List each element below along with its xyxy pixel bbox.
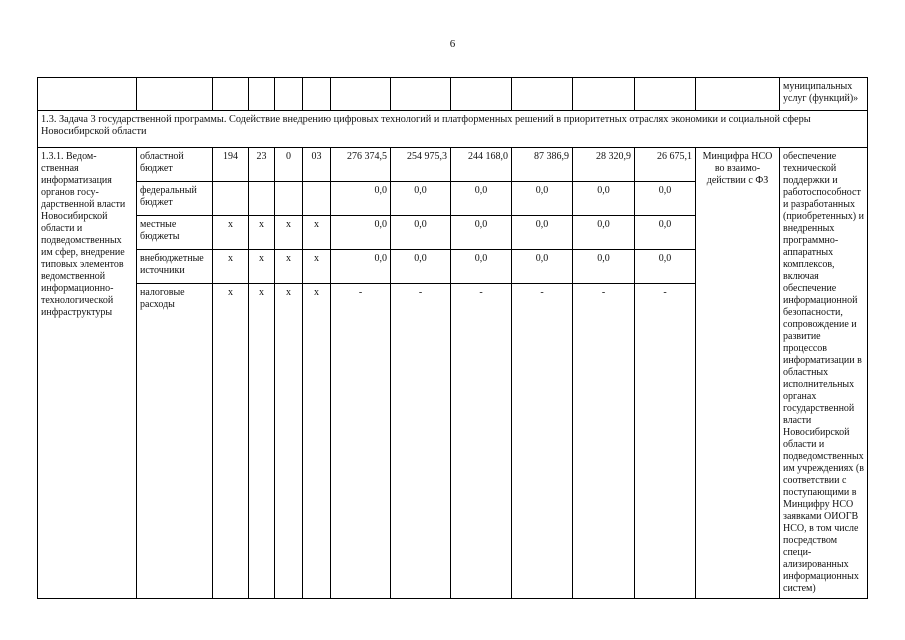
value-cell: - [512, 284, 573, 599]
value-cell: 0,0 [573, 250, 635, 284]
code-cell: х [213, 250, 249, 284]
funding-source: федеральный бюджет [137, 182, 213, 216]
section-title: 1.3. Задача 3 государственной программы. Содействие внедрению цифровых технологий и платформенных решений в приоритетных отраслях экономики и социальной сферы Новосибирской области [38, 111, 868, 148]
value-cell: 0,0 [331, 250, 391, 284]
value-cell: 0,0 [635, 250, 696, 284]
funding-source: областной бюджет [137, 148, 213, 182]
program-table [37, 77, 868, 599]
empty-cell [391, 78, 451, 111]
code-cell: х [303, 250, 331, 284]
value-cell: 0,0 [451, 216, 512, 250]
empty-cell [451, 78, 512, 111]
value-cell: - [391, 284, 451, 599]
value-cell: 0,0 [573, 182, 635, 216]
value-cell: 0,0 [331, 216, 391, 250]
continued-row [38, 78, 868, 111]
code-cell: х [275, 250, 303, 284]
value-cell: 0,0 [635, 216, 696, 250]
code-cell: 0 [275, 148, 303, 182]
empty-cell [249, 78, 275, 111]
code-cell: 23 [249, 148, 275, 182]
code-cell: х [275, 216, 303, 250]
funding-source: местные бюджеты [137, 216, 213, 250]
value-cell: 0,0 [391, 216, 451, 250]
empty-cell [573, 78, 635, 111]
continued-result-cell: муниципальных услуг (функций)» [780, 78, 868, 111]
value-cell: 0,0 [391, 182, 451, 216]
code-cell [213, 182, 249, 216]
value-cell: 0,0 [512, 182, 573, 216]
code-cell: х [213, 216, 249, 250]
empty-cell [512, 78, 573, 111]
result-cell: обеспечение технической поддержки и работоспособности разработанных (приобретенных) и внедренных программно-аппаратных комплексов, включая обеспечение информационной безопасности, сопровождение и развитие процессов информатизации в областных исполнительных органах государственной власти Новосибирской области и подведомственных им учреждениях (в соответствии с поступающими в Минцифру НСО заявками ОИОГВ НСО, в том числе посредством специ-ализированных информационных систем) [780, 148, 868, 599]
code-cell: х [249, 216, 275, 250]
code-cell: х [249, 250, 275, 284]
empty-cell [38, 78, 137, 111]
code-cell: х [249, 284, 275, 599]
value-cell: 0,0 [451, 250, 512, 284]
empty-cell [331, 78, 391, 111]
value-cell: 0,0 [512, 250, 573, 284]
value-cell: - [451, 284, 512, 599]
value-cell: 0,0 [573, 216, 635, 250]
code-cell: х [275, 284, 303, 599]
executor-cell: Минцифра НСО во взаимо-действии с ФЗ [696, 148, 780, 599]
section-row [38, 111, 868, 148]
code-cell: 03 [303, 148, 331, 182]
code-cell [275, 182, 303, 216]
funding-source: внебюджетные источники [137, 250, 213, 284]
empty-cell [275, 78, 303, 111]
code-cell: х [303, 284, 331, 599]
value-cell: - [635, 284, 696, 599]
funding-source: налоговые расходы [137, 284, 213, 599]
code-cell: 194 [213, 148, 249, 182]
value-cell: - [331, 284, 391, 599]
value-cell: 0,0 [512, 216, 573, 250]
page-number: 6 [449, 38, 456, 50]
empty-cell [213, 78, 249, 111]
value-cell: 26 675,1 [635, 148, 696, 182]
value-cell: 0,0 [451, 182, 512, 216]
value-cell: 0,0 [635, 182, 696, 216]
code-cell: х [213, 284, 249, 599]
value-cell: 0,0 [391, 250, 451, 284]
measure-name: 1.3.1. Ведом-ственная информатизация органов госу-дарственной власти Новосибирской области и подведомственных им сфер, внедрение типовых элементов ведомственной информационно-технологической инфраструктуры [38, 148, 137, 599]
value-cell: - [573, 284, 635, 599]
code-cell [303, 182, 331, 216]
code-cell [249, 182, 275, 216]
code-cell: х [303, 216, 331, 250]
value-cell: 0,0 [331, 182, 391, 216]
value-cell: 28 320,9 [573, 148, 635, 182]
value-cell: 254 975,3 [391, 148, 451, 182]
value-cell: 244 168,0 [451, 148, 512, 182]
value-cell: 276 374,5 [331, 148, 391, 182]
empty-cell [137, 78, 213, 111]
empty-cell [303, 78, 331, 111]
empty-cell [696, 78, 780, 111]
empty-cell [635, 78, 696, 111]
value-cell: 87 386,9 [512, 148, 573, 182]
table-row [38, 148, 868, 182]
